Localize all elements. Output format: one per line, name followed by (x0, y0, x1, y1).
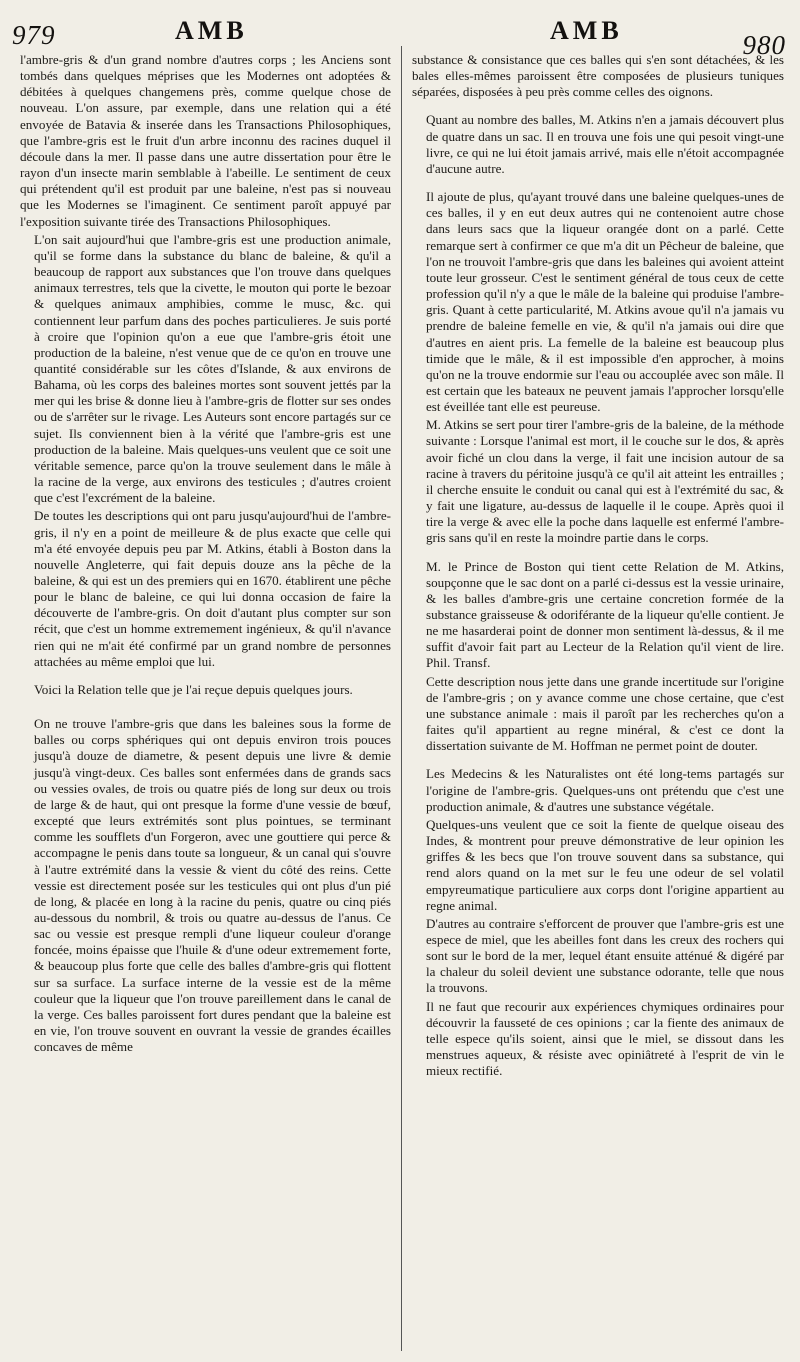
left-page-number: 979 (12, 20, 56, 50)
paragraph: Quelques-uns veulent que ce soit la fiente de quelque oiseau des Indes, & montrent pour preuve démonstrative de leur opinion les griffes & les becs que l'on trouve souvent dans sa substance, qui rend alors quand on la met sur le feu une odeur de sel volatil empyreumatique particuliere aux corps dont l'origine appartient au regne animal. (426, 816, 784, 913)
right-running-head: AMB (550, 16, 623, 45)
paragraph: Il ajoute de plus, qu'ayant trouvé dans une baleine quelques-unes de ces balles, il y en eut deux autres qui ne contenoient autre chose dans leurs sacs que la liqueur orangée dont on a parlé. Cette remarque sert à confirmer ce que m'a dit un Pêcheur de baleine, que l'on ne trouvoit l'ambre-gris que dans les baleines qui avoient atteint toute leur grosseur. C'est le sentiment général de tous ceux de cette profession qu'il n'y a que le mâle de la baleine qui produise l'ambre-gris. Quant à cette particularité, M. Atkins avoue qu'il n'a jamais vu prendre de baleine femelle en vie, & qu'il n'a jamais oui dire que d'autres en aient pris. La femelle de la baleine est beaucoup plus timide que le mâle, & il est impossible d'en approcher, à moins qu'on ne la trouve endormie sur l'eau ou accouplée avec son mâle. Il est certain que les bateaux ne peuvent jamais l'approcher lorsqu'elle est éveillée tant elle est peureuse. (426, 189, 784, 415)
paragraph: Cette description nous jette dans une grande incertitude sur l'origine de l'ambre-gris ; on y avance comme une chose certaine, que c'est une substance animale : mais il paroît par les recherches qu'on a faites qu'il appartient au regne minéral, & c'est ce dont la dissertation suivante de M. Hoffman ne permet point de douter. (426, 673, 784, 754)
paragraph: Les Medecins & les Naturalistes ont été long-tems partagés sur l'origine de l'ambre-gris. Quelques-uns ont prétendu que c'est une production animale, & d'autres une substance végétale. (426, 766, 784, 814)
paragraph: M. Atkins se sert pour tirer l'ambre-gris de la baleine, de la méthode suivante : Lorsque l'animal est mort, il le couche sur le dos, & après avoir fiché un clou dans la verge, il fait une incision autour de sa racine à travers du péritoine jusqu'à ce qu'il ait atteint les entrailles ; il cherche ensuite le conduit ou canal qui est à l'extrémité du sac, & y fait une ligature, au-dessus de laquelle il le coupe. Après quoi il tire la verge & avec elle la poche dans laquelle est enfermé l'ambre-gris sans qu'il en reste la moindre partie dans le corps. (426, 417, 784, 546)
paragraph: Quant au nombre des balles, M. Atkins n'en a jamais découvert plus de quatre dans un sac. Il en trouva une fois une qui pesoit vingt-une livre, ce qui ne lui étoit jamais arrivé, mais elle n'étoit accompagnée d'aucune autre. (426, 112, 784, 176)
paragraph: D'autres au contraire s'efforcent de prouver que l'ambre-gris est une espece de miel, que les abeilles font dans les creux des rochers qui sont sur le bord de la mer, lequel étant ensuite atténué & digéré par la chaleur du soleil devient une substance odorante, telle que nous la trouvons. (426, 915, 784, 996)
paragraph: Voici la Relation telle que je l'ai reçue depuis quelques jours. (34, 681, 353, 697)
paragraph: substance & consistance que ces balles qui s'en sont détachées, & les bales elles-mêmes paroissent être composées de plusieurs tuniques séparées, disposées à peu près comme celles des oignons. (412, 52, 784, 100)
column-divider (401, 46, 402, 1351)
paragraph: On ne trouve l'ambre-gris que dans les baleines sous la forme de balles ou corps sphériques qui ont depuis environ trois pouces jusqu'à douze de diametre, & pesent depuis une livre & demie jusqu'à vingt-deux. Ces balles sont enfermées dans de grands sacs ou vessies ovales, de trois ou quatre piés de long sur deux ou trois de large & de haut, qui ont presque la forme d'une vessie de bœuf, excepté que leurs extrémités sont plus pointues, se terminant comme les soufflets d'un Forgeron, avec une gouttiere qui perce & accompagne le penis dans toute sa longueur, & un canal qui s'ouvre à l'autre extrémité dans la vessie & vient du côté des reins. Cette vessie est directement posée sur les testicules qui ont plus d'un pié de long, & placée en long à la racine du penis, quatre ou cinq piés au-dessous du nombril, & trois ou quatre au-dessus de l'anus. Ce sac ou vessie est presque rempli d'une liqueur couleur d'orange foncée, moins épaisse que l'huile & d'une odeur extremement forte, & beaucoup plus forte que celle des balles d'ambre-gris qui flottent sur sa surface. La surface interne de la vessie est de la même couleur que la liqueur que l'on trouve pareillement dans le canal de la verge. Ces balles paroissent fort dures pendant que la baleine est en vie, l'on trouve souvent en ouvrant la vessie de grandes écailles concaves de même (34, 716, 391, 1055)
left-column (20, 52, 391, 1057)
paragraph: De toutes les descriptions qui ont paru jusqu'aujourd'hui de l'ambre-gris, il n'y en a point de meilleure & de plus exacte que celle qui m'a été envoyée depuis peu par M. Atkins, établi à Boston dans la nouvelle Angleterre, qui fait depuis douze ans la pêche de la baleine, & qui est un des premiers qui en 1670. établirent une pêche pour le blanc de baleine, ce qui lui donna occasion de faire la découverte de l'ambre-gris. On doit d'autant plus compter sur son récit, que c'est un homme extremement ingénieux, & qu'il n'avance rien qui ne m'ait été confirmé par un grand nombre de personnes attachées au même emploi que lui. (34, 508, 391, 669)
left-running-head: AMB (175, 16, 248, 45)
paragraph: M. le Prince de Boston qui tient cette Relation de M. Atkins, soupçonne que le sac dont on a parlé ci-dessus est la vessie urinaire, & les balles d'ambre-gris une certaine concretion formée de la substance graisseuse & odoriférante de la liqueur qu'elle contient. Je ne me hasarderai point de donner mon sentiment là-dessus, & il me suffit d'avoir fait part au Lecteur de la Relation qu'il vient de lire. Phil. Transf. (426, 558, 784, 671)
paragraph: Il ne faut que recourir aux expériences chymiques ordinaires pour découvrir la fausseté de ces opinions ; car la fiente des animaux de telle espece qu'ils soient, ainsi que le miel, se dissout dans les menstrues aqueux, & résiste avec opiniâtreté à l'esprit de vin le mieux rectifié. (426, 998, 784, 1079)
paragraph: L'on sait aujourd'hui que l'ambre-gris est une production animale, qu'il se forme dans la substance du blanc de baleine, & qu'il a beaucoup de rapport aux substances que l'on trouve dans quelques animaux terrestres, tels que la civette, le mouton qui porte le bezoar & quelques animaux amphibies, comme le musc, &c. qui contiennent leur parfum dans des poches particulieres. Je suis porté à croire que l'opinion qu'on a eue que l'ambre-gris étoit une production de la baleine, n'est venue que de ce qu'on en trouve une quantité considérable sur les côtes d'Islande, & aux environs de Bahama, où les corps des baleines mortes sont souvent jettés par la mer qui les brise & donne lieu à l'ambre-gris de flotter sur ses ondes ou de s'arrêter sur le rivage. Les Auteurs sont encore partagés sur ce sujet. Ils conviennent bien à la vérité que l'ambre-gris est une production de la baleine. Mais quelques-uns veulent que ce soit une véritable semence, parce qu'on la trouve seulement dans le mâle à la racine de la verge, aux environs des testicules ; d'autres croient que c'est l'excrément de la baleine. (34, 231, 391, 506)
paragraph: l'ambre-gris & d'un grand nombre d'autres corps ; les Anciens sont tombés dans quelques méprises que les Modernes ont adoptées & débitées à quelques changemens près, comme quelque chose de nouveau. L'on assure, par exemple, dans une relation qui a été envoyée de Batavia & inserée dans les Transactions Philosophiques, que l'ambre-gris est le fruit d'un arbre inconnu des racines duquel il découle dans la mer. Il passe dans une autre dissertation pour être le rayon d'un insecte marin semblable à l'abeille. Le sentiment de ceux qui prétendent qu'il est produit par une baleine, n'est pas si nouveau que les Modernes se l'imaginent. Ce sentiment paroît appuyé par l'exposition suivante tirée des Transactions Philosophiques. (20, 52, 391, 229)
right-column (412, 52, 784, 1081)
right-page-number: 980 (742, 30, 786, 60)
